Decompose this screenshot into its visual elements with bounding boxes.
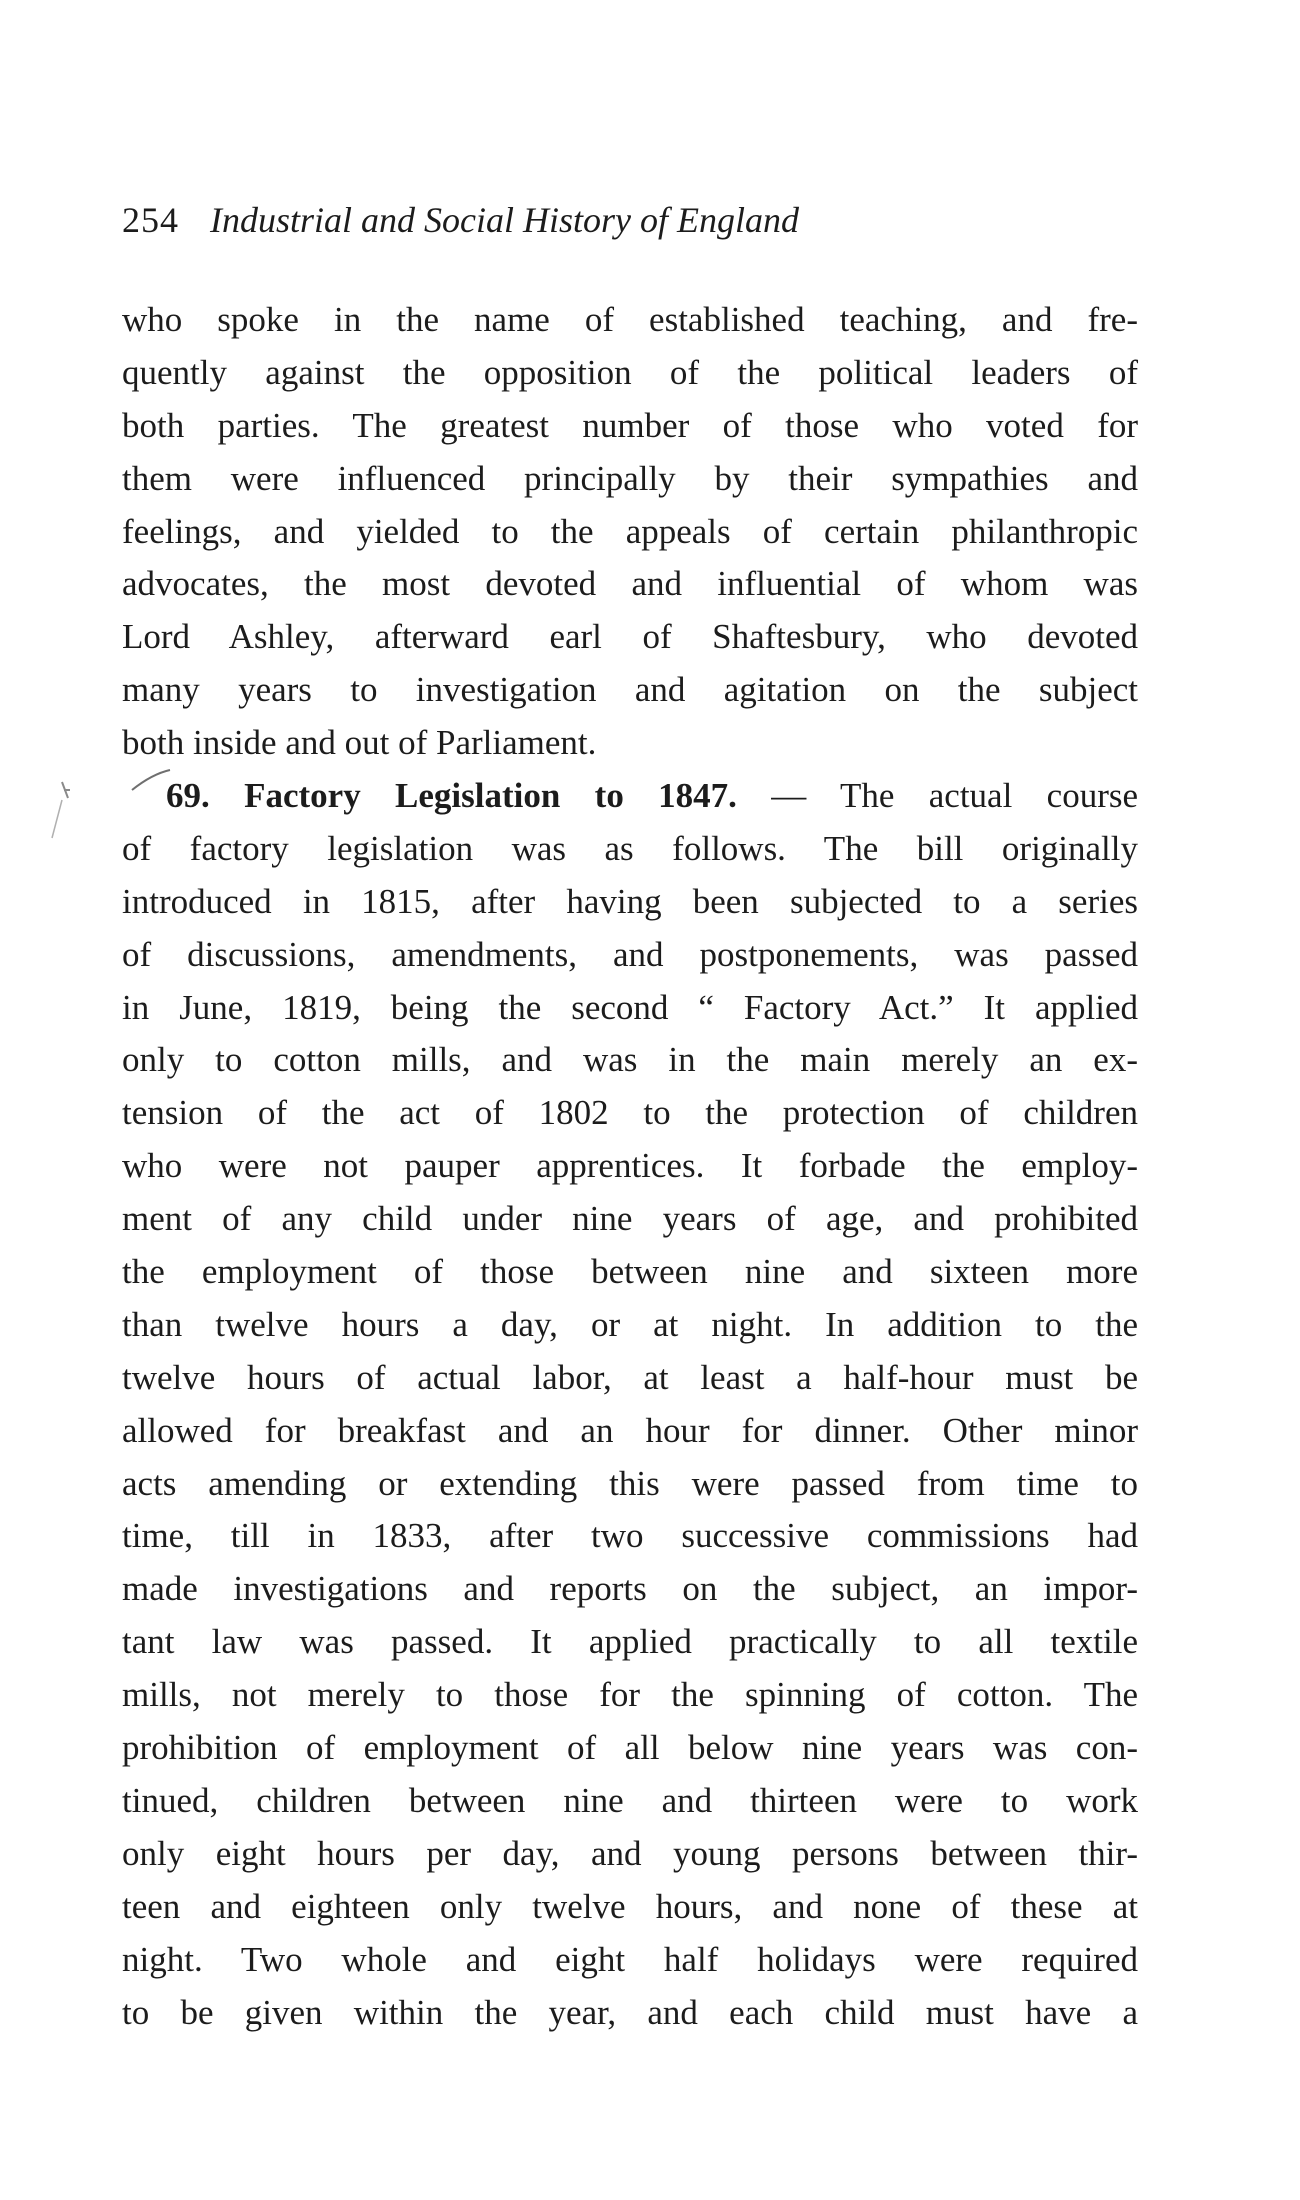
text-line: quently against the opposition of the political leaders of (122, 352, 1138, 392)
text-line: teen and eighteen only twelve hours, and none of these at (122, 1886, 1138, 1926)
section-first-line-text: The actual course (840, 776, 1138, 816)
text-line: than twelve hours a day, or at night. In addition to the (122, 1304, 1138, 1344)
text-line: to be given within the year, and each child must have a (122, 1992, 1138, 2032)
text-line: twelve hours of actual labor, at least a half-hour must be (122, 1357, 1138, 1397)
text-line: tension of the act of 1802 to the protection of children (122, 1093, 1138, 1133)
text-line: both inside and out of Parliament. (122, 723, 597, 763)
section-heading: Factory Legislation to 1847. (244, 776, 737, 816)
text-line: feelings, and yielded to the appeals of certain philanthropic (122, 511, 1138, 551)
section-dash: — (736, 776, 840, 816)
text-line: advocates, the most devoted and influential of whom was (122, 564, 1138, 604)
text-line: allowed for breakfast and an hour for dinner. Other minor (122, 1410, 1138, 1450)
text-line: prohibition of employment of all below nine years was con- (122, 1728, 1138, 1768)
text-line: of discussions, amendments, and postponements, was passed (122, 934, 1138, 974)
body-text (122, 294, 1138, 2039)
text-line: ment of any child under nine years of age, and prohibited (122, 1199, 1138, 1239)
text-line: tinued, children between nine and thirteen were to work (122, 1780, 1138, 1820)
text-line: night. Two whole and eight half holidays were required (122, 1939, 1138, 1979)
section-first-line: 69. Factory Legislation to 1847. — The actual course (166, 776, 1138, 816)
text-line: introduced in 1815, after having been subjected to a series (122, 881, 1138, 921)
text-line: only to cotton mills, and was in the main merely an ex- (122, 1040, 1138, 1080)
text-line: both parties. The greatest number of those who voted for (122, 405, 1138, 445)
text-line: of factory legislation was as follows. The bill originally (122, 828, 1138, 868)
text-line: acts amending or extending this were passed from time to (122, 1463, 1138, 1503)
page-number: 254 (122, 200, 179, 240)
text-line: time, till in 1833, after two successive commissions had (122, 1516, 1138, 1556)
pencil-margin-mark (40, 740, 180, 860)
text-line: made investigations and reports on the subject, an impor- (122, 1569, 1138, 1609)
book-title: Industrial and Social History of England (210, 200, 799, 240)
section-number: 69 (166, 776, 201, 816)
text-line: tant law was passed. It applied practically to all textile (122, 1622, 1138, 1662)
text-line: in June, 1819, being the second “ Factory Act.” It applied (122, 987, 1138, 1027)
text-line: the employment of those between nine and sixteen more (122, 1252, 1138, 1292)
running-head (122, 196, 1142, 244)
text-line: who were not pauper apprentices. It forbade the employ- (122, 1146, 1138, 1186)
text-line: them were influenced principally by their sympathies and (122, 458, 1138, 498)
text-line: many years to investigation and agitation on the subject (122, 670, 1138, 710)
text-line: only eight hours per day, and young persons between thir- (122, 1833, 1138, 1873)
text-line: who spoke in the name of established teaching, and fre- (122, 300, 1138, 339)
text-line: mills, not merely to those for the spinning of cotton. The (122, 1675, 1138, 1715)
text-line: Lord Ashley, afterward earl of Shaftesbury, who devoted (122, 617, 1138, 657)
